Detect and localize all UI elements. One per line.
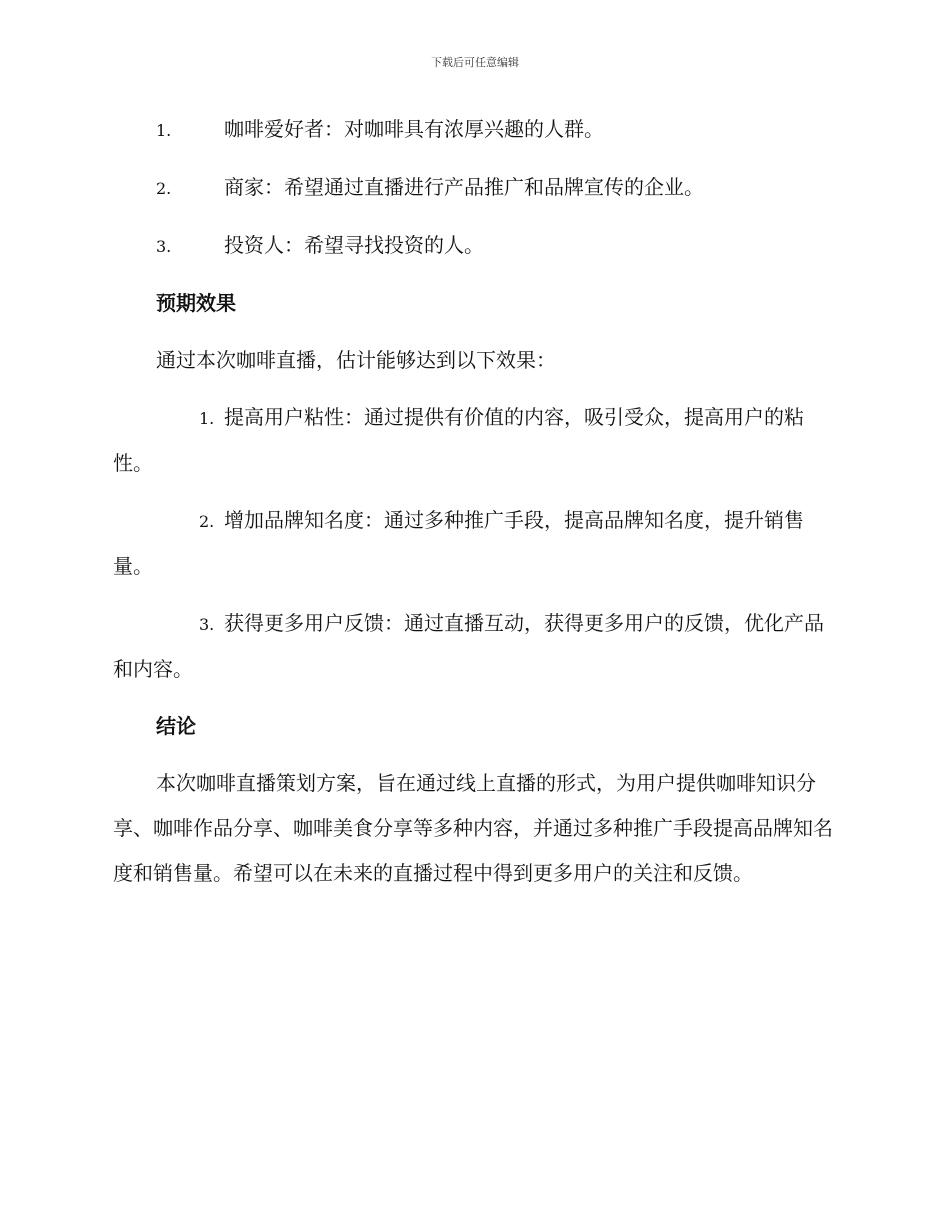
list-text: 投资人：希望寻找投资的人。 bbox=[224, 233, 484, 257]
list-number: 1. bbox=[156, 121, 172, 140]
list-number: 2. bbox=[156, 179, 172, 198]
list-text: 增加品牌知名度：通过多种推广手段，提高品牌知名度，提升销售量。 bbox=[113, 508, 804, 578]
list-number: 2. bbox=[199, 512, 215, 531]
audience-item-2 bbox=[113, 165, 833, 211]
effects-intro: 通过本次咖啡直播，估计能够达到以下效果： bbox=[156, 348, 556, 372]
list-text: 提高用户粘性：通过提供有价值的内容，吸引受众，提高用户的粘性。 bbox=[113, 405, 804, 475]
section-heading-conclusion: 结论 bbox=[156, 714, 196, 738]
effect-item-3 bbox=[113, 601, 833, 692]
list-number: 3. bbox=[199, 615, 215, 634]
list-text: 商家：希望通过直播进行产品推广和品牌宣传的企业。 bbox=[224, 175, 704, 199]
audience-item-3 bbox=[113, 223, 833, 269]
list-text: 咖啡爱好者：对咖啡具有浓厚兴趣的人群。 bbox=[224, 117, 604, 141]
effect-item-2 bbox=[113, 498, 833, 589]
document-body bbox=[113, 107, 833, 908]
page-header: 下载后可任意编辑 bbox=[431, 56, 519, 69]
list-number: 3. bbox=[156, 237, 172, 256]
conclusion-paragraph: 本次咖啡直播策划方案，旨在通过线上直播的形式，为用户提供咖啡知识分享、咖啡作品分享、咖啡美食分享等多种内容，并通过多种推广手段提高品牌知名度和销售量。希望可以在未来的直播过程中得到更多用户的关注和反馈。 bbox=[113, 771, 833, 885]
list-number: 1. bbox=[199, 409, 215, 428]
section-heading-effects: 预期效果 bbox=[156, 291, 236, 315]
list-text: 获得更多用户反馈：通过直播互动，获得更多用户的反馈，优化产品和内容。 bbox=[113, 611, 824, 681]
audience-item-1 bbox=[113, 107, 833, 153]
effect-item-1 bbox=[113, 395, 833, 486]
